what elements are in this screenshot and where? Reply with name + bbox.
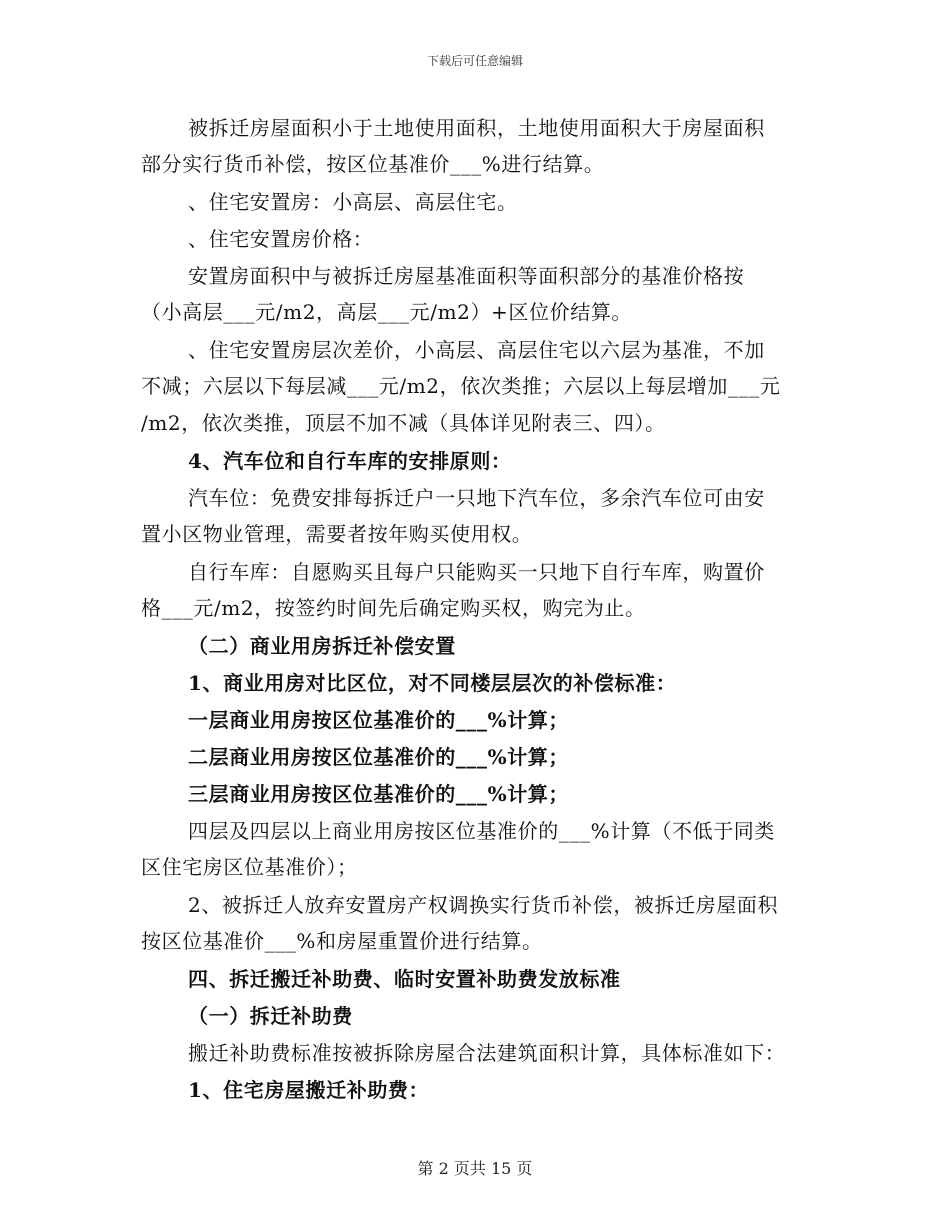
- paragraph-line: 、住宅安置房：小高层、高层住宅。: [188, 190, 518, 214]
- section-heading: 1、住宅房屋搬迁补助费：: [188, 1078, 430, 1102]
- page-footer: 第 2 页共 15 页: [417, 1159, 533, 1178]
- section-heading: 四、拆迁搬迁补助费、临时安置补助费发放标准: [188, 967, 621, 991]
- section-heading: 1、商业用房对比区位，对不同楼层层次的补偿标准：: [188, 671, 677, 695]
- section-heading: 4、汽车位和自行车库的安排原则：: [188, 449, 512, 473]
- paragraph-line: 区住宅房区位基准价）；: [141, 855, 358, 879]
- paragraph-line: 2、被拆迁人放弃安置房产权调换实行货币补偿，被拆迁房屋面积: [188, 893, 779, 917]
- paragraph-line: 汽车位：免费安排每拆迁户一只地下汽车位，多余汽车位可由安: [188, 486, 765, 510]
- paragraph-line: （小高层___元/m2，高层___元/m2）+区位价结算。: [141, 300, 633, 324]
- section-heading: （一）拆迁补助费: [188, 1004, 353, 1028]
- paragraph-line: 搬迁补助费标准按被拆除房屋合法建筑面积计算，具体标准如下：: [188, 1041, 786, 1065]
- paragraph-line: /m2，依次类推，顶层不加不减（具体详见附表三、四）。: [141, 411, 666, 435]
- paragraph-line: 部分实行货币补偿，按区位基准价___%进行结算。: [141, 152, 605, 176]
- paragraph-line: 不减；六层以下每层减___元/m2，依次类推；六层以上每层增加___元: [141, 374, 781, 398]
- paragraph-line-bold: 一层商业用房按区位基准价的___%计算；: [188, 708, 570, 732]
- paragraph-line: 安置房面积中与被拆迁房屋基准面积等面积部分的基准价格按: [188, 264, 745, 288]
- page-header: 下载后可任意编辑: [426, 54, 523, 68]
- paragraph-line-bold: 二层商业用房按区位基准价的___%计算；: [188, 745, 570, 769]
- paragraph-line: 被拆迁房屋面积小于土地使用面积，土地使用面积大于房屋面积: [188, 116, 765, 140]
- section-heading: （二）商业用房拆迁补偿安置: [188, 634, 456, 658]
- paragraph-line: 、住宅安置房价格：: [188, 227, 374, 251]
- paragraph-line: 格___元/m2，按签约时间先后确定购买权，购完为止。: [141, 596, 646, 620]
- paragraph-line: 四层及四层以上商业用房按区位基准价的___%计算（不低于同类: [188, 819, 776, 843]
- paragraph-line-bold: 三层商业用房按区位基准价的___%计算；: [188, 782, 570, 806]
- paragraph-line: 按区位基准价___%和房屋重置价进行结算。: [141, 929, 543, 953]
- paragraph-line: 自行车库：自愿购买且每户只能购买一只地下自行车库，购置价: [188, 560, 765, 584]
- paragraph-line: 、住宅安置房层次差价，小高层、高层住宅以六层为基准，不加: [188, 338, 765, 362]
- paragraph-line: 置小区物业管理，需要者按年购买使用权。: [141, 522, 533, 546]
